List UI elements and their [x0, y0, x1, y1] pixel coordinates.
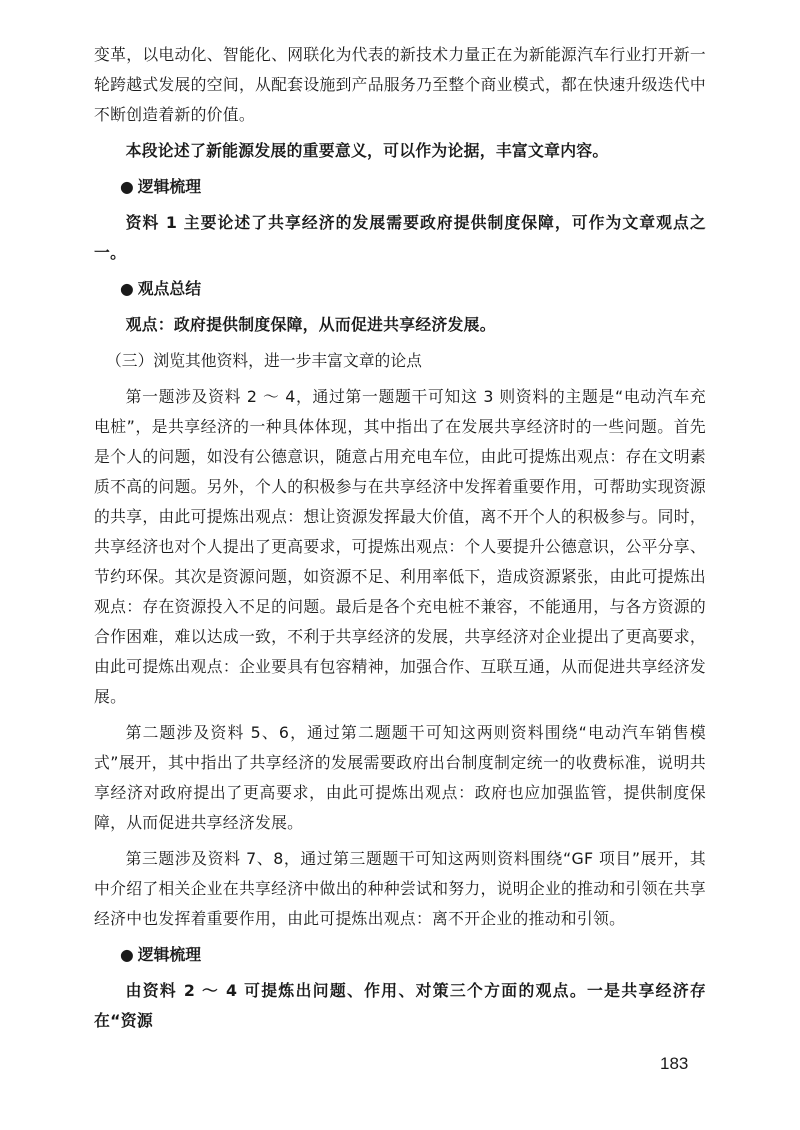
bullet-label: 逻辑梳理	[137, 945, 201, 964]
paragraph-viewpoint: 观点：政府提供制度保障，从而促进共享经济发展。	[125, 315, 496, 334]
paragraph-question3: 第三题涉及资料 7、8，通过第三题题干可知这两则资料围绕“GF 项目”展开，其中介绍了相关企业在共享经济中做出的种种尝试和努力，说明企业的推动和引领在共享经济中也发挥着重要作用，由此可提炼出观点：离不开企业的推动和引领。	[94, 849, 706, 928]
paragraph-significance: 本段论述了新能源发展的重要意义，可以作为论据，丰富文章内容。	[125, 141, 609, 160]
bullet-logic-1	[120, 172, 706, 202]
paragraph-material1: 资料 1 主要论述了共享经济的发展需要政府提供制度保障，可作为文章观点之一。	[94, 213, 706, 262]
bullet-label: 观点总结	[137, 279, 201, 298]
paragraph-question1: 第一题涉及资料 2 ～ 4，通过第一题题干可知这 3 则资料的主题是“电动汽车充电桩”，是共享经济的一种具体体现，其中指出了在发展共享经济时的一些问题。首先是个人的问题，如没有公德意识，随意占用充电车位，由此可提炼出观点：存在文明素质不高的问题。另外，个人的积极参与在共享经济中发挥着重要作用，可帮助实现资源的共享，由此可提炼出观点：想让资源发挥最大价值，离不开个人的积极参与。同时，共享经济也对个人提出了更高要求，可提炼出观点：个人要提升公德意识，公平分享、节约环保。其次是资源问题，如资源不足、利用率低下，造成资源紧张，由此可提炼出观点：存在资源投入不足的问题。最后是各个充电桩不兼容，不能通用，与各方资源的合作困难，难以达成一致，不利于共享经济的发展，共享经济对企业提出了更高要求，由此可提炼出观点：企业要具有包容精神，加强合作、互联互通，从而促进共享经济发展。	[94, 387, 706, 706]
bullet-logic-2	[120, 940, 706, 970]
bullet-dot-icon: ●	[120, 279, 134, 298]
page-number: 183	[660, 1054, 689, 1073]
bullet-dot-icon: ●	[120, 177, 134, 196]
page-body	[94, 40, 706, 1042]
paragraph-materials2-4: 由资料 2 ～ 4 可提炼出问题、作用、对策三个方面的观点。一是共享经济存在“资源	[94, 981, 706, 1030]
bullet-label: 逻辑梳理	[137, 177, 201, 196]
paragraph-intro: 变革，以电动化、智能化、网联化为代表的新技术力量正在为新能源汽车行业打开新一轮跨越式发展的空间，从配套设施到产品服务乃至整个商业模式，都在快速升级迭代中不断创造着新的价值。	[94, 45, 706, 124]
section-heading-3: （三）浏览其他资料，进一步丰富文章的论点	[106, 351, 422, 370]
bullet-summary	[120, 274, 706, 304]
bullet-dot-icon: ●	[120, 945, 134, 964]
paragraph-question2: 第二题涉及资料 5、6，通过第二题题干可知这两则资料围绕“电动汽车销售模式”展开，其中指出了共享经济的发展需要政府出台制度制定统一的收费标准，说明共享经济对政府提出了更高要求，由此可提炼出观点：政府也应加强监管，提供制度保障，从而促进共享经济发展。	[94, 723, 706, 832]
